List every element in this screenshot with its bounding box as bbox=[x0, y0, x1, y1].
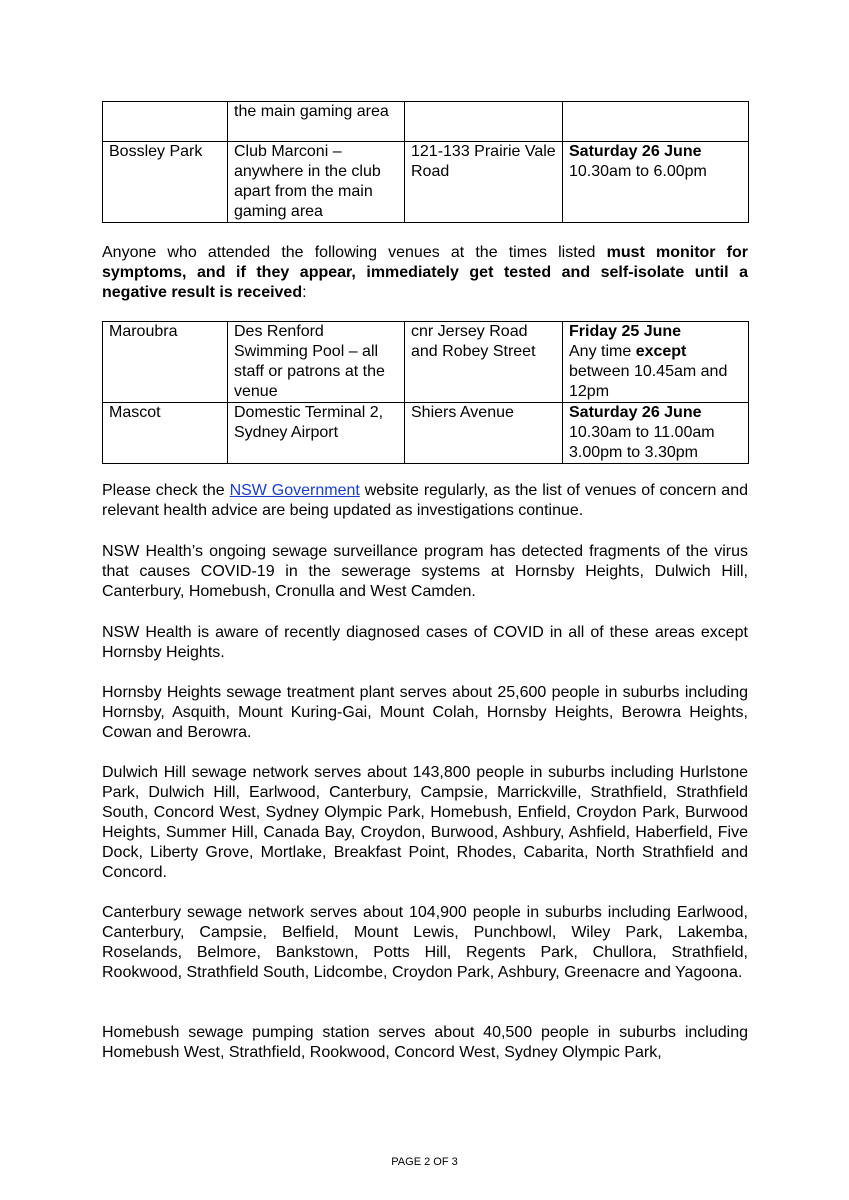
time-cell bbox=[563, 403, 749, 464]
date-text: Saturday 26 June bbox=[569, 143, 702, 160]
hornsby-heights-paragraph: Hornsby Heights sewage treatment plant serves about 25,600 people in suburbs including Hornsby, Asquith, Mount Kuring-Gai, Mount Colah, Hornsby Heights, Berowra Heights, Cowan and Berowra. bbox=[102, 684, 748, 741]
address-cell: cnr Jersey Road and Robey Street bbox=[405, 322, 563, 403]
address-cell bbox=[405, 102, 563, 142]
suburb-cell bbox=[103, 102, 228, 142]
time-cell bbox=[563, 102, 749, 142]
monitor-instructions bbox=[102, 243, 748, 303]
table-row bbox=[103, 403, 749, 464]
venue-cell: Domestic Terminal 2, Sydney Airport bbox=[228, 403, 405, 464]
time-text: Any time except between 10.45am and 12pm bbox=[569, 343, 728, 400]
nsw-government-link[interactable]: NSW Government bbox=[229, 482, 360, 499]
address-cell: 121-133 Prairie Vale Road bbox=[405, 142, 563, 223]
date-text: Friday 25 June bbox=[569, 323, 682, 340]
venue-cell: Club Marconi – anywhere in the club apart from the main gaming area bbox=[228, 142, 405, 223]
time-cell bbox=[563, 322, 749, 403]
table-row bbox=[103, 322, 749, 403]
suburb-cell: Bossley Park bbox=[103, 142, 228, 223]
canterbury-paragraph: Canterbury sewage network serves about 104,900 people in suburbs including Earlwood, Canterbury, Campsie, Belfield, Mount Lewis, Punchbowl, Wiley Park, Lakemba, Roselands, Belmore, Bankstown, Potts Hill, Regents Park, Chullora, Strathfield, Rookwood, Strathfield South, Lidcombe, Croydon Park, Ashbury, Greenacre and Yagoona. bbox=[102, 904, 748, 981]
monitor-lead-text: Anyone who attended the following venues at the times listed bbox=[102, 244, 607, 261]
page-number-footer: PAGE 2 OF 3 bbox=[391, 1156, 458, 1168]
time-cell bbox=[563, 142, 749, 223]
address-cell: Shiers Avenue bbox=[405, 403, 563, 464]
monitor-bold-text: must monitor for symptoms, and if they appear, immediately get tested and self-isolate until a negative result is received bbox=[102, 244, 748, 301]
date-text: Saturday 26 June bbox=[569, 404, 702, 421]
table-row bbox=[103, 142, 749, 223]
venue-cell: Des Renford Swimming Pool – all staff or patrons at the venue bbox=[228, 322, 405, 403]
diagnosed-cases-paragraph: NSW Health is aware of recently diagnosed cases of COVID in all of these areas except Hornsby Heights. bbox=[102, 624, 748, 661]
venues-table-isolate bbox=[102, 101, 749, 223]
time-text: 10.30am to 6.00pm bbox=[569, 163, 707, 180]
homebush-paragraph: Homebush sewage pumping station serves about 40,500 people in suburbs including Homebush West, Strathfield, Rookwood, Concord West, Sydney Olympic Park, bbox=[102, 1024, 748, 1061]
check-website-paragraph: Please check the NSW Government website regularly, as the list of venues of concern and relevant health advice are being updated as investigations continue. bbox=[102, 482, 749, 519]
venues-table-monitor bbox=[102, 321, 749, 464]
venue-cell: the main gaming area bbox=[228, 102, 405, 142]
dulwich-hill-paragraph: Dulwich Hill sewage network serves about 143,800 people in suburbs including Hurlstone Park, Dulwich Hill, Earlwood, Canterbury, Campsie, Marrickville, Strathfield, Strathfield South, Concord West, Sydney Olympic Park, Homebush, Enfield, Croydon Park, Burwood Heights, Summer Hill, Canada Bay, Croydon, Burwood, Ashbury, Ashfield, Haberfield, Five Dock, Liberty Grove, Mortlake, Breakfast Point, Rhodes, Cabarita, North Strathfield and Concord. bbox=[102, 764, 748, 881]
table-row bbox=[103, 102, 749, 142]
surveillance-paragraph: NSW Health’s ongoing sewage surveillance program has detected fragments of the virus that causes COVID-19 in the sewerage systems at Hornsby Heights, Dulwich Hill, Canterbury, Homebush, Cronulla and West Camden. bbox=[102, 543, 748, 600]
time-text: 3.00pm to 3.30pm bbox=[569, 444, 698, 461]
suburb-cell: Maroubra bbox=[103, 322, 228, 403]
monitor-tail-text: : bbox=[302, 284, 307, 301]
time-text: 10.30am to 11.00am bbox=[569, 424, 715, 441]
suburb-cell: Mascot bbox=[103, 403, 228, 464]
